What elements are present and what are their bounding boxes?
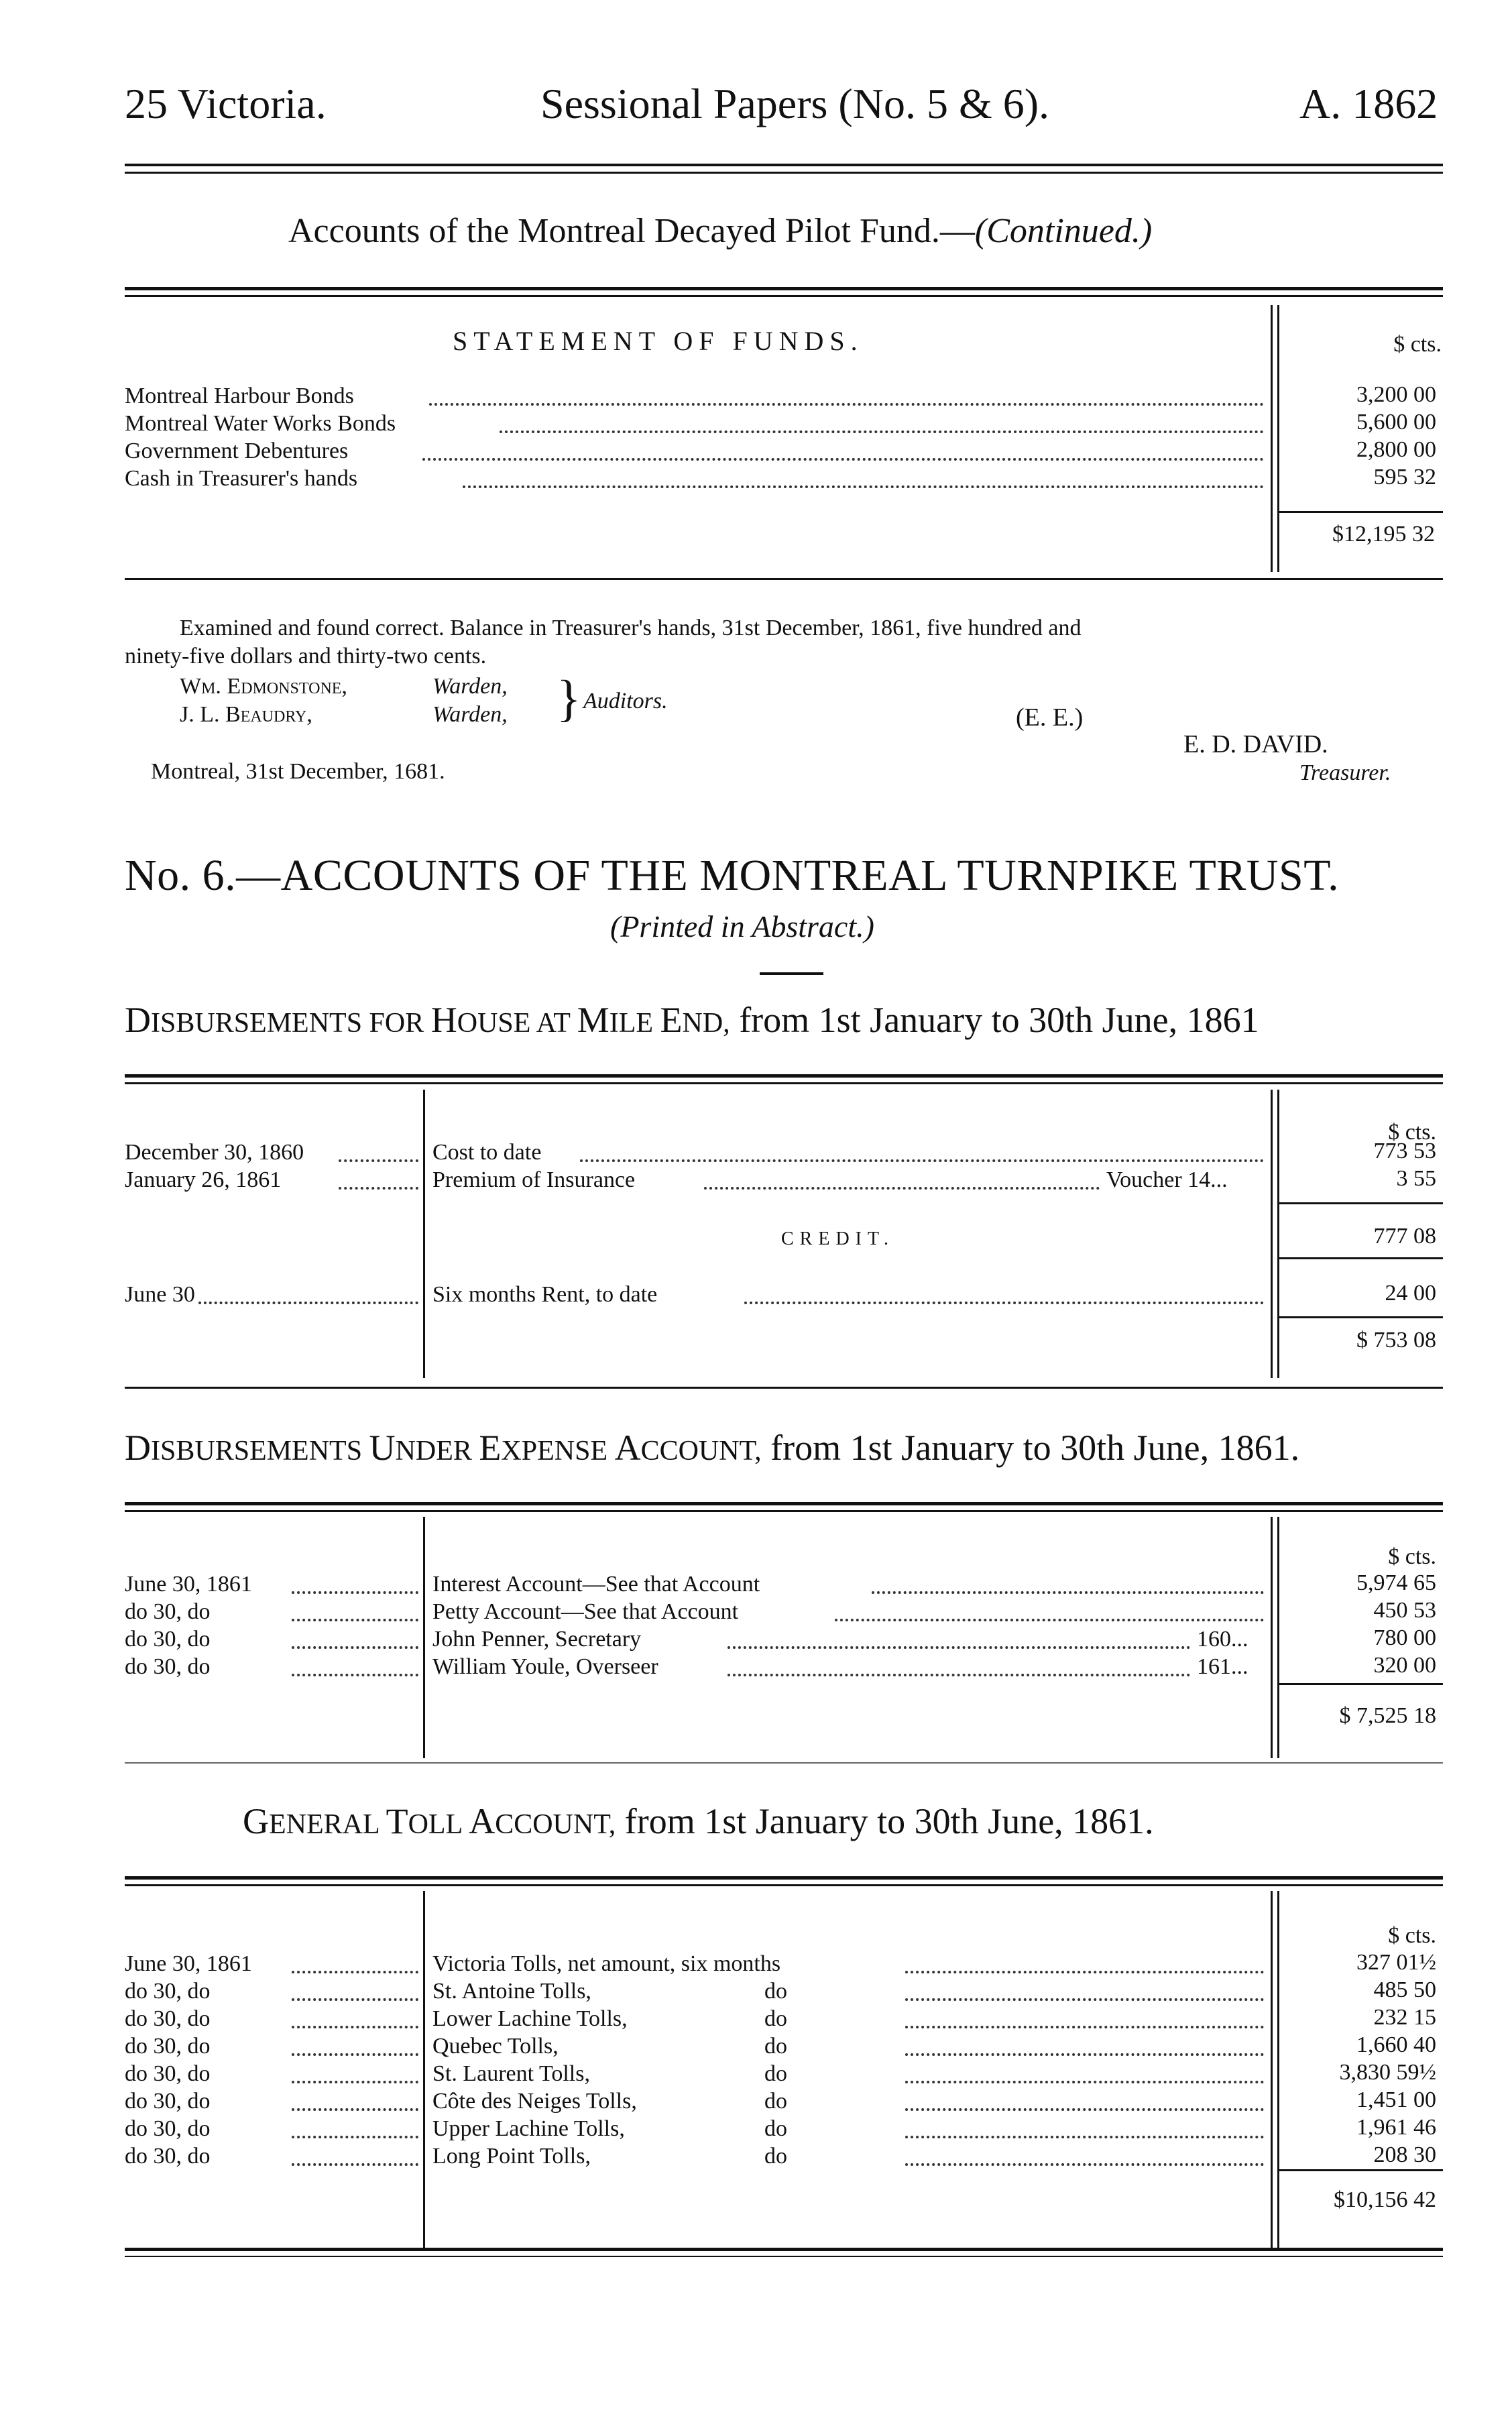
- toll-title-tail: from 1st January to 30th June, 1861.: [616, 1801, 1154, 1841]
- toll-row-date: do 30, do: [125, 2116, 211, 2141]
- place-date: Montreal, 31st December, 1681.: [151, 759, 445, 784]
- pilot-row-desc: Government Debentures: [125, 439, 349, 463]
- expense-title-tail: from 1st January to 30th June, 1861.: [761, 1428, 1300, 1468]
- expense-title-sc-4: CCOUNT,: [640, 1436, 762, 1466]
- toll-title-sc-1: ENERAL: [269, 1809, 386, 1840]
- toll-row-date: do 30, do: [125, 2144, 211, 2169]
- examined-line-1: Examined and found correct. Balance in Treasurer's hands, 31st December, 1861, five hundred and: [180, 616, 1082, 640]
- house-title-sc-3: ILE: [609, 1008, 660, 1039]
- toll-rule-bottom-2: [125, 2256, 1443, 2257]
- toll-row-ditto: do: [764, 2116, 787, 2141]
- expense-rule-top-1: [125, 1502, 1443, 1505]
- toll-row-desc: Lower Lachine Tolls,: [432, 2006, 628, 2031]
- toll-row-date-leader: [292, 1998, 418, 2001]
- toll-title-cap-1: G: [243, 1801, 269, 1841]
- pilot-row-desc: Montreal Water Works Bonds: [125, 411, 396, 436]
- turnpike-title: No. 6.—ACCOUNTS OF THE MONTREAL TURNPIKE TRUST.: [125, 851, 1340, 900]
- house-credit-rule: [1277, 1257, 1443, 1259]
- toll-row-amount: 3,830 59½: [1339, 2060, 1436, 2085]
- house-title-sc-2: OUSE AT: [457, 1008, 577, 1039]
- auditor-1-role: Warden,: [432, 674, 508, 699]
- toll-row-desc: Côte des Neiges Tolls,: [432, 2089, 637, 2114]
- auditor-2-role: Warden,: [432, 702, 508, 727]
- toll-rule-top-2: [125, 1884, 1443, 1886]
- toll-row-date-leader: [292, 2163, 418, 2166]
- expense-row-desc: John Penner, Secretary: [432, 1627, 642, 1652]
- toll-row-ditto: do: [764, 2144, 787, 2169]
- expense-rule-bottom: [125, 1762, 1443, 1764]
- toll-row-date-leader: [292, 2108, 418, 2111]
- pilot-rule-bottom: [125, 578, 1443, 580]
- toll-row-date: do 30, do: [125, 2034, 211, 2059]
- expense-title-cap-1: D: [125, 1428, 151, 1468]
- toll-row-amount: 1,451 00: [1356, 2087, 1436, 2112]
- house-row-date: December 30, 1860: [125, 1140, 304, 1165]
- toll-row-date: June 30, 1861: [125, 1951, 252, 1976]
- expense-title-sc-1: ISBURSEMENTS: [151, 1436, 369, 1466]
- expense-title-cap-4: A: [614, 1428, 641, 1468]
- toll-row-ditto: do: [764, 2034, 787, 2059]
- house-subtotal-rule: [1277, 1202, 1443, 1204]
- toll-row-amount: 485 50: [1373, 1977, 1436, 2002]
- toll-row-amount: 327 01½: [1356, 1950, 1436, 1975]
- house-row-date-leader: [339, 1159, 418, 1162]
- expense-title-sc-3: XPENSE: [501, 1436, 615, 1466]
- expense-row-date: do 30, do: [125, 1627, 211, 1652]
- toll-title-cap-2: T: [386, 1801, 408, 1841]
- toll-row-date-leader: [292, 1971, 418, 1973]
- header-rule-1: [125, 164, 1443, 166]
- expense-row-desc-leader: [728, 1674, 1190, 1676]
- toll-row-amount: 1,961 46: [1356, 2115, 1436, 2140]
- pilot-row-amount: 3,200 00: [1356, 382, 1436, 407]
- toll-row-ditto: do: [764, 1979, 787, 2004]
- toll-row-date: do 30, do: [125, 2006, 211, 2031]
- pilot-row-amount: 595 32: [1373, 465, 1436, 490]
- expense-title-cap-3: E: [479, 1428, 502, 1468]
- expense-row-desc-leader: [835, 1619, 1264, 1621]
- toll-row-desc: Long Point Tolls,: [432, 2144, 591, 2169]
- house-rule-top-2: [125, 1082, 1443, 1084]
- toll-col-rule-2: [1277, 1891, 1279, 2250]
- toll-row-date: do 30, do: [125, 2089, 211, 2114]
- pilot-total: $12,195 32: [1332, 522, 1435, 547]
- expense-row-desc: Interest Account—See that Account: [432, 1572, 760, 1597]
- house-title-sc-1: ISBURSEMENTS FOR: [151, 1008, 431, 1039]
- house-title-tail: from 1st January to 30th June, 1861: [730, 1000, 1259, 1040]
- toll-total-rule: [1277, 2169, 1443, 2171]
- credit-desc: Six months Rent, to date: [432, 1282, 658, 1307]
- house-rule-bottom: [125, 1387, 1443, 1389]
- house-total: $ 753 08: [1356, 1328, 1436, 1353]
- pilot-fund-title-main: Accounts of the Montreal Decayed Pilot Fund.—: [288, 212, 975, 250]
- toll-rule-bottom-1: [125, 2248, 1443, 2251]
- expense-row-date-leader: [292, 1591, 418, 1594]
- house-row-desc: Premium of Insurance: [432, 1167, 636, 1192]
- credit-heading: CREDIT.: [781, 1228, 895, 1249]
- pilot-row-desc-leader: [429, 403, 1264, 406]
- toll-row-date-leader: [292, 2053, 418, 2056]
- toll-row-date-leader: [292, 2081, 418, 2083]
- house-row-desc: Cost to date: [432, 1140, 542, 1165]
- house-row-date-leader: [339, 1187, 418, 1190]
- expense-col-rule-2: [1277, 1517, 1279, 1758]
- ee-mark: (E. E.): [1016, 703, 1084, 732]
- pilot-row-desc: Cash in Treasurer's hands: [125, 466, 358, 491]
- expense-row-desc: William Youle, Overseer: [432, 1654, 658, 1679]
- pilot-row-amount: 5,600 00: [1356, 410, 1436, 435]
- expense-unit-label: $ cts.: [1388, 1544, 1436, 1569]
- house-rule-top-1: [125, 1074, 1443, 1078]
- statement-of-funds-heading: STATEMENT OF FUNDS.: [453, 326, 864, 356]
- toll-row-desc-leader: [905, 1998, 1264, 2001]
- pilot-rule-top-1: [125, 287, 1443, 290]
- house-title-cap-3: M: [577, 1000, 609, 1040]
- expense-row-date-leader: [292, 1619, 418, 1621]
- pilot-column-rule-2: [1277, 305, 1279, 572]
- expense-row-amount: 5,974 65: [1356, 1570, 1436, 1595]
- pilot-row-desc-leader: [422, 458, 1264, 461]
- expense-total-rule: [1277, 1683, 1443, 1685]
- expense-title-sc-2: NDER: [395, 1436, 479, 1466]
- toll-row-ditto: do: [764, 2006, 787, 2031]
- toll-col-rule-date: [423, 1891, 425, 2250]
- toll-row-desc-leader: [905, 2136, 1264, 2138]
- toll-row-desc: Upper Lachine Tolls,: [432, 2116, 625, 2141]
- pilot-row-desc: Montreal Harbour Bonds: [125, 384, 354, 408]
- house-total-rule: [1277, 1316, 1443, 1318]
- expense-title: [125, 1427, 1299, 1469]
- expense-row-voucher: 160...: [1197, 1627, 1248, 1652]
- toll-col-rule-1: [1271, 1891, 1273, 2250]
- toll-rule-top-1: [125, 1876, 1443, 1880]
- toll-row-desc-leader: [905, 2053, 1264, 2056]
- toll-title: [243, 1800, 1154, 1842]
- expense-row-date: do 30, do: [125, 1599, 211, 1624]
- toll-row-desc-leader: [905, 2163, 1264, 2166]
- toll-title-cap-3: A: [469, 1801, 496, 1841]
- examined-line-2: ninety-five dollars and thirty-two cents.: [125, 644, 487, 669]
- house-unit-label: $ cts.: [1388, 1120, 1436, 1145]
- treasurer-title: Treasurer.: [1299, 760, 1391, 785]
- pilot-total-rule: [1277, 511, 1443, 513]
- house-row-amount: 773 53: [1373, 1139, 1436, 1163]
- house-col-rule-1: [1271, 1090, 1273, 1378]
- toll-total: $10,156 42: [1334, 2187, 1436, 2212]
- toll-row-desc-leader: [905, 1971, 1264, 1973]
- expense-rule-top-2: [125, 1510, 1443, 1512]
- auditor-1-name: Wm. Edmonstone,: [180, 674, 347, 699]
- house-row-date: January 26, 1861: [125, 1167, 282, 1192]
- toll-title-sc-3: CCOUNT,: [495, 1809, 616, 1840]
- running-header-center: Sessional Papers (No. 5 & 6).: [540, 80, 1050, 127]
- house-title-cap-2: H: [430, 1000, 457, 1040]
- expense-row-desc: Petty Account—See that Account: [432, 1599, 739, 1624]
- pilot-fund-title: [288, 211, 1152, 251]
- expense-row-voucher: 161...: [1197, 1654, 1248, 1679]
- house-title-cap-1: D: [125, 1000, 151, 1040]
- house-title-cap-4: E: [660, 1000, 683, 1040]
- expense-col-rule-1: [1271, 1517, 1273, 1758]
- toll-row-ditto: do: [764, 2061, 787, 2086]
- toll-row-desc-leader: [905, 2026, 1264, 2028]
- expense-col-rule-date: [423, 1517, 425, 1758]
- house-row-desc-leader: [704, 1187, 1100, 1190]
- expense-row-desc-leader: [872, 1591, 1264, 1594]
- expense-row-amount: 320 00: [1373, 1653, 1436, 1678]
- toll-row-desc: Quebec Tolls,: [432, 2034, 559, 2059]
- pilot-row-amount: 2,800 00: [1356, 437, 1436, 462]
- turnpike-short-rule: [760, 972, 823, 975]
- pilot-column-rule-1: [1271, 305, 1273, 572]
- house-row-voucher: Voucher 14...: [1106, 1167, 1228, 1192]
- running-header-left: 25 Victoria.: [125, 80, 327, 127]
- auditors-brace: }: [557, 671, 581, 727]
- turnpike-subtitle: (Printed in Abstract.): [610, 909, 874, 943]
- expense-row-desc-leader: [728, 1646, 1190, 1649]
- toll-row-desc: St. Laurent Tolls,: [432, 2061, 590, 2086]
- credit-date: June 30: [125, 1282, 195, 1307]
- toll-unit-label: $ cts.: [1388, 1923, 1436, 1948]
- house-title: [125, 999, 1259, 1041]
- pilot-unit-label: $ cts.: [1393, 332, 1442, 357]
- toll-row-desc: St. Antoine Tolls,: [432, 1979, 591, 2004]
- credit-desc-leader: [744, 1302, 1264, 1304]
- auditors-label: Auditors.: [583, 689, 668, 713]
- expense-row-date: June 30, 1861: [125, 1572, 252, 1597]
- toll-row-date-leader: [292, 2026, 418, 2028]
- toll-row-amount: 208 30: [1373, 2142, 1436, 2167]
- house-col-rule-2: [1277, 1090, 1279, 1378]
- pilot-fund-title-continued: (Continued.): [974, 212, 1153, 250]
- pilot-row-desc-leader: [500, 430, 1264, 433]
- toll-row-ditto: do: [764, 2089, 787, 2114]
- house-row-amount: 3 55: [1396, 1166, 1436, 1191]
- house-subtotal: 777 08: [1373, 1224, 1436, 1249]
- toll-row-amount: 232 15: [1373, 2005, 1436, 2030]
- house-col-rule-date: [423, 1090, 425, 1378]
- toll-row-desc: Victoria Tolls, net amount, six months: [432, 1951, 781, 1976]
- pilot-row-desc-leader: [463, 485, 1264, 488]
- toll-row-amount: 1,660 40: [1356, 2032, 1436, 2057]
- toll-row-date: do 30, do: [125, 2061, 211, 2086]
- credit-amount: 24 00: [1385, 1281, 1436, 1306]
- expense-row-date-leader: [292, 1674, 418, 1676]
- pilot-rule-top-2: [125, 295, 1443, 297]
- toll-row-date-leader: [292, 2136, 418, 2138]
- toll-row-desc-leader: [905, 2108, 1264, 2111]
- toll-row-desc-leader: [905, 2081, 1264, 2083]
- house-title-sc-4: ND,: [682, 1008, 730, 1039]
- expense-row-amount: 450 53: [1373, 1598, 1436, 1623]
- auditor-2-name: J. L. Beaudry,: [180, 702, 312, 727]
- expense-title-cap-2: U: [369, 1428, 396, 1468]
- toll-row-date: do 30, do: [125, 1979, 211, 2004]
- expense-total: $ 7,525 18: [1339, 1703, 1436, 1728]
- header-rule-2: [125, 172, 1443, 174]
- toll-title-sc-2: OLL: [408, 1809, 469, 1840]
- expense-row-date-leader: [292, 1646, 418, 1649]
- running-header-right: A. 1862: [1299, 80, 1438, 127]
- expense-row-date: do 30, do: [125, 1654, 211, 1679]
- credit-date-leader: [198, 1302, 418, 1304]
- house-row-desc-leader: [580, 1159, 1264, 1162]
- treasurer-name: E. D. DAVID.: [1183, 730, 1328, 758]
- expense-row-amount: 780 00: [1373, 1625, 1436, 1650]
